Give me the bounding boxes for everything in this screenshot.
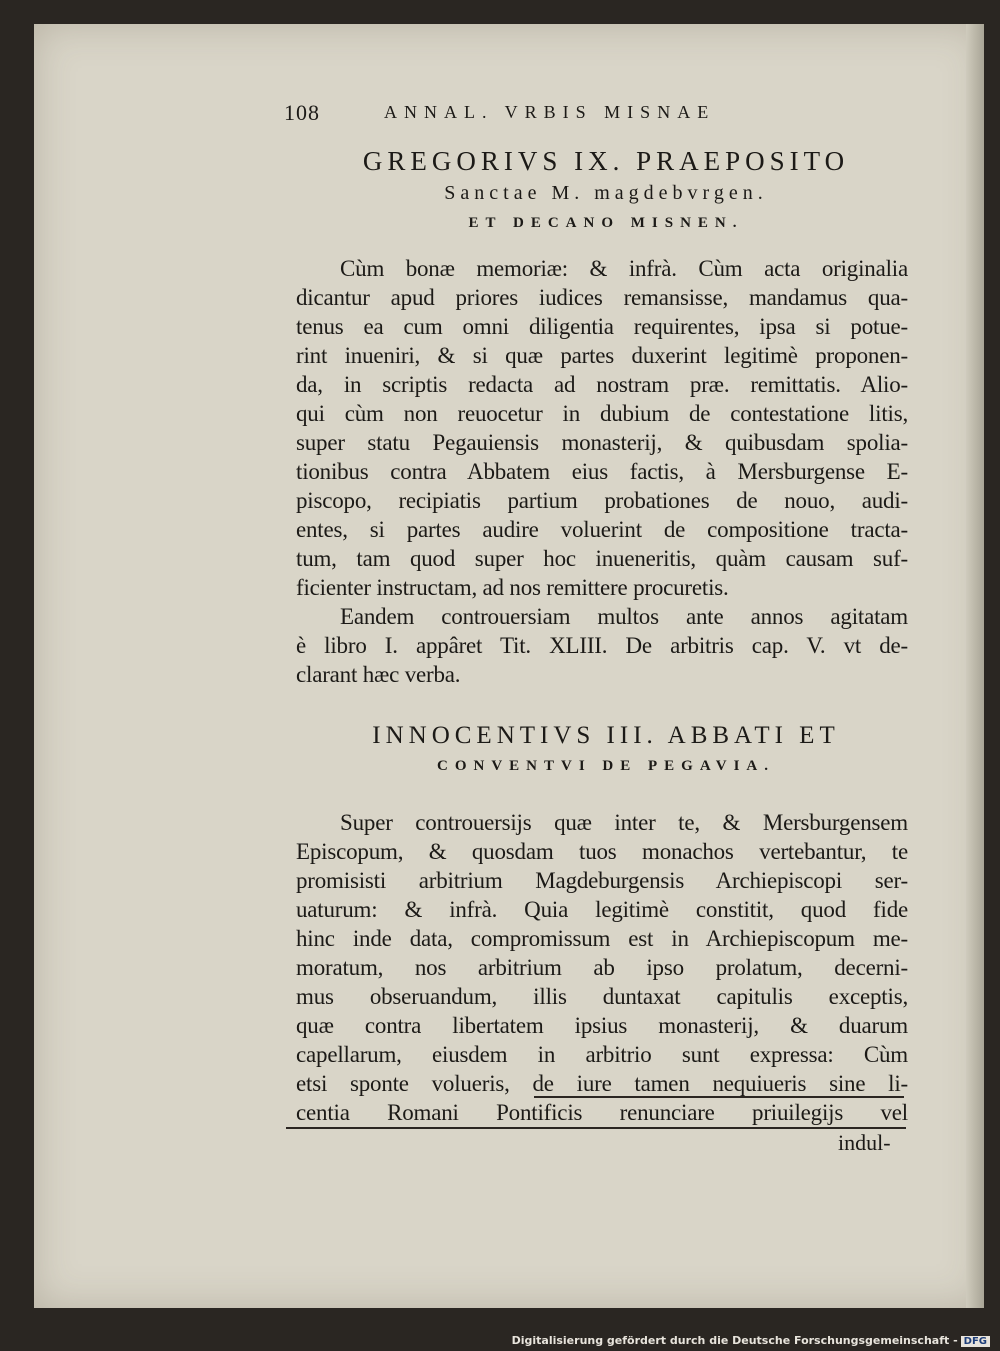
text-line: centia Romani Pontificis renunciare priuilegijs vel xyxy=(296,1100,908,1125)
text-line: clarant hæc verba. xyxy=(296,662,461,687)
section1-subheading: Sanctae M. magdebvrgen. xyxy=(444,182,768,204)
section2-heading: INNOCENTIVS III. ABBATI ET xyxy=(372,722,840,749)
text-line: ficienter instructam, ad nos remittere procuretis. xyxy=(296,575,729,600)
handwritten-underline xyxy=(534,1096,904,1098)
text-line: mus obseruandum, illis duntaxat capitulis exceptis, xyxy=(296,984,908,1009)
text-line: Cùm bonæ memoriæ: & infrà. Cùm acta originalia xyxy=(340,256,908,281)
running-title: ANNAL. VRBIS MISNAE xyxy=(384,102,716,122)
text-line: è libro I. appâret Tit. XLIII. De arbitris cap. V. vt de- xyxy=(296,633,908,658)
text-line: capellarum, eiusdem in arbitrio sunt expressa: Cùm xyxy=(296,1042,908,1067)
credit-text: Digitalisierung gefördert durch die Deutsche Forschungsgemeinschaft - xyxy=(511,1334,958,1347)
book-page xyxy=(34,24,984,1308)
text-line: dicantur apud priores iudices remansisse, mandamus qua- xyxy=(296,285,908,310)
text-line: promisisti arbitrium Magdeburgensis Archiepiscopi ser- xyxy=(296,868,908,893)
handwritten-underline xyxy=(286,1127,906,1129)
text-line: entes, si partes audire voluerint de compositione tracta- xyxy=(296,517,908,542)
running-head xyxy=(284,100,904,130)
text-line: Super controuersijs quæ inter te, & Mersburgensem xyxy=(340,810,908,835)
text-line: tum, tam quod super hoc inueneritis, quàm causam suf- xyxy=(296,546,908,571)
text-line: moratum, nos arbitrium ab ipso prolatum, decerni- xyxy=(296,955,908,980)
catchword: indul- xyxy=(838,1130,891,1155)
text-line: Episcopum, & quosdam tuos monachos vertebantur, te xyxy=(296,839,908,864)
text-line: piscopo, recipiatis partium probationes de nouo, audi- xyxy=(296,488,908,513)
text-line: tionibus contra Abbatem eius factis, à Mersburgense E- xyxy=(296,459,908,484)
text-line: etsi sponte volueris, de iure tamen nequiueris sine li- xyxy=(296,1071,908,1096)
section2-subheading: CONVENTVI DE PEGAVIA. xyxy=(436,758,775,774)
text-line: tenus ea cum omni diligentia requirentes, ipsa si potue- xyxy=(296,314,908,339)
text-line: super statu Pegauiensis monasterij, & quibusdam spolia- xyxy=(296,430,908,455)
section1-subheading-2: ET DECANO MISNEN. xyxy=(468,215,744,231)
text-line: Eandem controuersiam multos ante annos agitatam xyxy=(340,604,908,629)
text-line: qui cùm non reuocetur in dubium de contestatione litis, xyxy=(296,401,908,426)
text-line: uaturum: & infrà. Quia legitimè constitit, quod fide xyxy=(296,897,908,922)
page-number: 108 xyxy=(284,100,320,125)
text-line: rint inueniri, & si quæ partes duxerint legitimè proponen- xyxy=(296,343,908,368)
text-line: da, in scriptis redacta ad nostram præ. remittatis. Alio- xyxy=(296,372,908,397)
digitization-credit xyxy=(512,1334,990,1347)
text-line: hinc inde data, compromissum est in Archiepiscopum me- xyxy=(296,926,908,951)
dfg-logo: DFG xyxy=(961,1336,990,1347)
page-edge xyxy=(966,24,984,1308)
section1-heading: GREGORIVS IX. PRAEPOSITO xyxy=(362,146,850,176)
text-line: quæ contra libertatem ipsius monasterij, & duarum xyxy=(296,1013,908,1038)
